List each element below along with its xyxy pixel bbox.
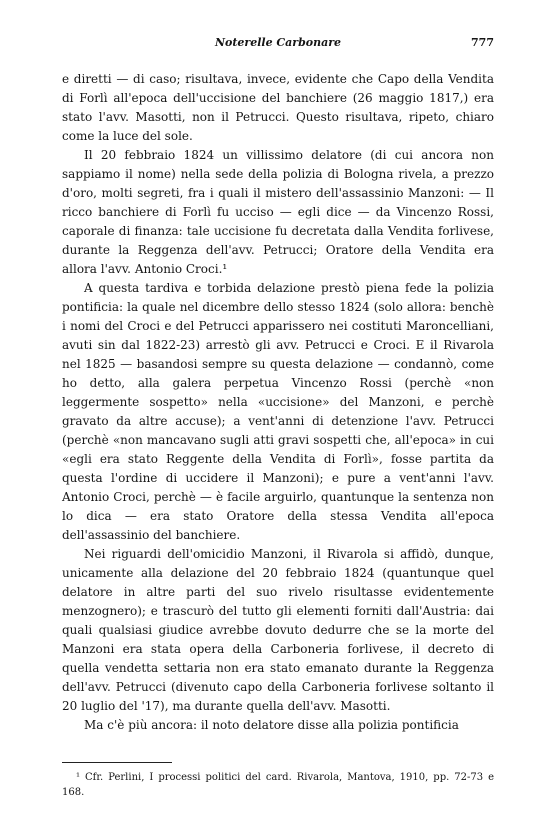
page-number: 777 (471, 36, 494, 49)
footnote-rule (62, 762, 172, 763)
running-title: Noterelle Carbonare (214, 36, 342, 49)
footnote: ¹ Cfr. Perlini, I processi politici del card. Rivarola, Mantova, 1910, pp. 72-73 e 168. (62, 772, 494, 798)
running-head (62, 36, 494, 52)
paragraph-rivarola: Nei riguardi dell'omicidio Manzoni, il Rivarola si affidò, dunque, unicamente alla delazione del 20 febbraio 1824 (quantunque quel delatore in altre parti del suo rivelo risultasse evidentemente menzognero); e trascurò del tutto gli elementi forniti dall'Austria: dai quali qualsiasi giudice avrebbe dovuto dedurre che se la morte del Manzoni era stata opera della Carboneria forlivese, il decreto di quella vendetta settaria non era stato emanato durante la Reggenza dell'avv. Petrucci (divenuto capo della Carboneria forlivese soltanto il 20 luglio del '17), ma durante quella dell'avv. Masotti. (62, 547, 494, 713)
paragraph-delation: Il 20 febbraio 1824 un villissimo delatore (di cui ancora non sappiamo il nome) nella sede della polizia di Bologna rivela, a prezzo d'oro, molti segreti, fra i quali il mistero dell'assassinio Manzoni: — Il ricco banchiere di Forlì fu ucciso — egli dice — da Vincenzo Rossi, caporale di finanza: tale uccisione fu decretata dalla Vendita forlivese, durante la Reggenza dell'avv. Petrucci; Oratore della Vendita era allora l'avv. Antonio Croci.¹ (62, 148, 494, 276)
body-text (62, 70, 494, 735)
paragraph-final: Ma c'è più ancora: il noto delatore disse alla polizia pontificia (84, 718, 459, 732)
paragraph-continuation: e diretti — di caso; risultava, invece, evidente che Capo della Vendita di Forlì all'epoca dell'uccisione del banchiere (26 maggio 1817,) era stato l'avv. Masotti, non il Petrucci. Questo risultava, ripeto, chiaro come la luce del sole. (62, 72, 494, 143)
paragraph-arrests: A questa tardiva e torbida delazione prestò piena fede la polizia pontificia: la quale nel dicembre dello stesso 1824 (solo allora: benchè i nomi del Croci e del Petrucci apparissero nei costituti Maroncelliani, avuti sin dal 1822-23) arrestò gli avv. Petrucci e Croci. E il Rivarola nel 1825 — basandosi sempre su questa delazione — condannò, come ho detto, alla galera perpetua Vincenzo Rossi (perchè «non leggermente sospetto» nella «uccisione» del Manzoni, e perchè gravato da altre accuse); a vent'anni di detenzione l'avv. Petrucci (perchè «non mancavano sugli atti gravi sospetti che, all'epoca» in cui «egli era stato Reggente della Vendita di Forlì», fosse partita da questa l'ordine di uccidere il Manzoni); e pure a vent'anni l'avv. Antonio Croci, perchè — è facile arguirlo, quantunque la sentenza non lo dica — era stato Oratore della stessa Vendita all'epoca dell'assassinio del banchiere. (62, 281, 494, 542)
